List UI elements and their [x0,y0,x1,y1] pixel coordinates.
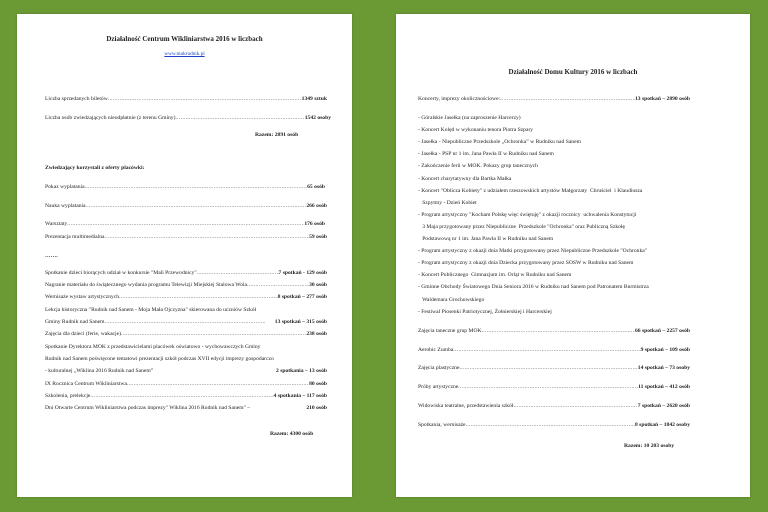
tickets-label: Liczba sprzedanych biletów [45,96,108,102]
stat-row [418,422,690,429]
event-list-item: - Koncert "Oblicza Kobiety" z udziałem rzeszowskich artystów Małgorzaty Chruściel i Klaudiusza [418,187,643,194]
event-list-item: - Program artystyczny z okazji dnia Dziecka przygotowany przez SOSW w Rudniku nad Sanem [418,260,634,267]
dot-leader [86,203,307,210]
stat-label: Widowiska teatralne, przedstawienia szkół [418,403,514,409]
event-value: 8 spotkań – 277 osób [277,294,327,300]
dot-leader [175,115,304,122]
event-list-item: - Góralskie Jasełka (na zaproszenie Harcerzy) [418,115,521,121]
event-list-item: - Gminne Obchody Światowego Dnia Seniora 2016 w Rudniku nad Sanem pod Patronatem Burmistrza [418,284,649,291]
event-line: Lekcja historyczna "Rudnik nad Sanem - Moja Mała Ojczyzna" skierowana do uczniów Szkół [45,307,257,313]
dot-leader [513,403,637,410]
event-label: - kulturalnej „Wiklina 2016 Rudnik nad Sanem” [45,368,154,374]
event-list-item: 3 Maja przygotowany przez Niepubliczne Przedszkole "Ochronka" oraz Publiczną Szkołę [418,223,625,230]
dot-leader [121,331,306,338]
concerts-value: 13 spotkań – 2890 osób [634,96,690,102]
right-page-title: Działalność Domu Kultury 2016 w liczbach [508,68,638,76]
event-row [45,405,327,412]
dot-leader [108,96,302,103]
dot-leader [247,282,309,289]
dot-leader [466,422,635,429]
total-events: Razem: 4300 osób [270,431,314,437]
offer-value: 65 osób [307,184,325,190]
stat-value: 9 spotkań – 109 osób [640,347,690,353]
event-label: Szkolenia, prelekcje [45,393,91,399]
event-list-item: Podstawową nr 1 im. Jana Pawła II w Rudniku nad Sanem [418,236,554,242]
offer-label: Prezentacja multimedialna [45,234,105,240]
event-list-item: Szpytmy - Dzień Kobiet [418,199,477,206]
offer-row [45,203,327,210]
event-value: 13 spotkań – 315 osób [274,319,327,325]
total-visitors: Razem: 2891 osób [255,132,299,138]
event-value: 30 osób [309,282,327,288]
stat-row [418,365,690,372]
dot-leader [105,319,265,326]
event-list-item: - Program artystyczny z okazji dnia Matki przygotowany przez Niepubliczne Przedszkole "Ochronka" [418,248,648,255]
website-link[interactable]: www.mokrudnik.pl [164,51,205,57]
free-visitors-value: 1542 osoby [304,115,331,121]
stat-row [418,384,690,391]
concerts-row [418,96,690,103]
stat-value: 8 spotkań – 1842 osoby [634,422,690,428]
stat-row [418,403,690,410]
stat-row [418,347,690,354]
event-label: Spotkanie dzieci biorących udział w konkursie "Mali Przewodnicy" [45,270,197,276]
offer-row [45,184,325,191]
event-row [45,282,327,289]
dot-leader [482,328,635,335]
dot-leader [105,234,310,241]
event-list-item: - Zakończenie ferii w MOK. Pokazy grup tanecznych [418,163,538,170]
dot-leader [90,393,273,400]
offer-label: Nauka wyplatania [45,203,86,209]
stat-value: 7 spotkań – 2620 osób [637,403,690,409]
free-visitors-row [45,115,331,122]
dot-leader [459,365,637,372]
offer-row [45,234,327,241]
concerts-label: Koncerty, imprezy okolicznościowe: [418,96,501,102]
stat-value: 66 spotkań – 2257 osób [634,328,690,334]
event-list-item: - Jasełka - PSP nr 1 im. Jana Pawła II w Rudniku nad Sanem [418,151,554,158]
stat-value: 14 spotkań – 73 osoby [637,365,690,371]
dot-leader [127,381,309,388]
event-label: Nagranie materiału do świątecznego wydania programu Telewizji Miejskiej Stalowa Wola [45,282,247,288]
event-value: 7 spotkań - 129 osób [278,270,327,276]
tickets-row [45,96,327,103]
event-list-item: - Program artystyczny "Kocham Polskę więc świętuję" z okazji rocznicy uchwalenia Konstytucji [418,211,637,218]
stat-label: Aerobic Zumba [418,347,454,353]
dot-leader [85,184,308,191]
offer-value: 176 osób [304,221,325,227]
event-value: 4 spotkania – 117 osób [273,393,327,399]
event-list-item: Waldemara Grochowskiego [418,296,485,303]
offer-row [45,221,325,228]
offers-heading: Zwiedzający korzystali z oferty placówki: [45,165,145,171]
dot-leader [458,384,638,391]
event-value: 238 osób [306,331,327,337]
stat-label: Zajęcia plastyczne [418,365,460,371]
dot-leader [197,270,279,277]
event-value: 2 spotkania – 13 osób [276,368,327,374]
event-label: Gminy Rudnik nad Sanem [45,319,105,325]
free-visitors-label: Liczba osób zwiedzających nieodpłatnie (z terenu Gminy) [45,115,176,121]
event-list-item: - Koncert Kolęd w wykonaniu tenora Piotra Szpary [418,127,534,134]
event-row [45,294,327,301]
event-list-item: - Koncert charytatywny dla Bartka Małka [418,175,512,182]
event-label: Wernisaże wystaw artystycznych [45,294,120,300]
stat-row [418,328,690,335]
dot-leader [453,347,640,354]
dot-leader [119,294,277,301]
ellipsis-text: ……. [45,253,58,259]
event-label: IX Rocznica Centrum Wikliniarstwa [45,381,127,387]
dot-leader [67,221,304,228]
tickets-value: 1349 sztuk [301,96,327,102]
offer-label: Pokaz wyplatania [45,184,85,190]
event-value: 80 osób [309,381,327,387]
event-value: 210 osób [306,405,327,411]
event-list-item: - Koncert Publicznego Gimnazjum im. Orląt w Rudniku nad Sanem [418,272,572,279]
event-row [45,393,327,400]
event-list-item: - Festiwal Piosenki Patriotycznej, Żołnierskiej i Harcerskiej [418,308,552,315]
event-row [45,381,327,388]
total-culture: Razem: 10 203 osoby [624,443,675,449]
stat-label: Zajęcia taneczne grup MOK [418,328,482,334]
event-list-item: - Jasełka - Niepubliczne Przedszkole „Ochronka” w Rudniku nad Sanem [418,139,581,146]
stat-value: 11 spotkań – 412 osób [638,384,690,390]
dot-leader [500,96,635,103]
stat-label: Spotkania, wernisaże [418,422,466,428]
right-document-page [396,14,750,497]
left-document-page [17,14,352,497]
event-row [45,368,327,375]
offer-value: 59 osób [309,234,327,240]
offer-label: Warsztaty [45,221,68,227]
event-row [45,319,327,326]
event-line: Rudnik nad Sanem poświęcone tematowi prezentacji szkół podczas XVII edycji imprezy gospodarczo [45,356,274,362]
offer-value: 266 osób [306,203,327,209]
event-row [45,270,327,277]
stat-label: Próby artystyczne [418,384,459,390]
event-row [45,331,327,338]
event-label: Zajęcia dla dzieci (ferie, wakacje) [45,331,121,337]
left-page-title: Działalność Centrum Wikliniarstwa 2016 w liczbach [106,35,263,43]
event-line: Spotkanie Dyrektora MOK z przedstawicielami placówek oświatowo - wychowawczych Gminy [45,344,261,350]
event-label: Dni Otwarte Centrum Wikliniarstwa podczas imprezy" Wiklina 2016 Rudnik nad Sanem" – [45,405,251,411]
